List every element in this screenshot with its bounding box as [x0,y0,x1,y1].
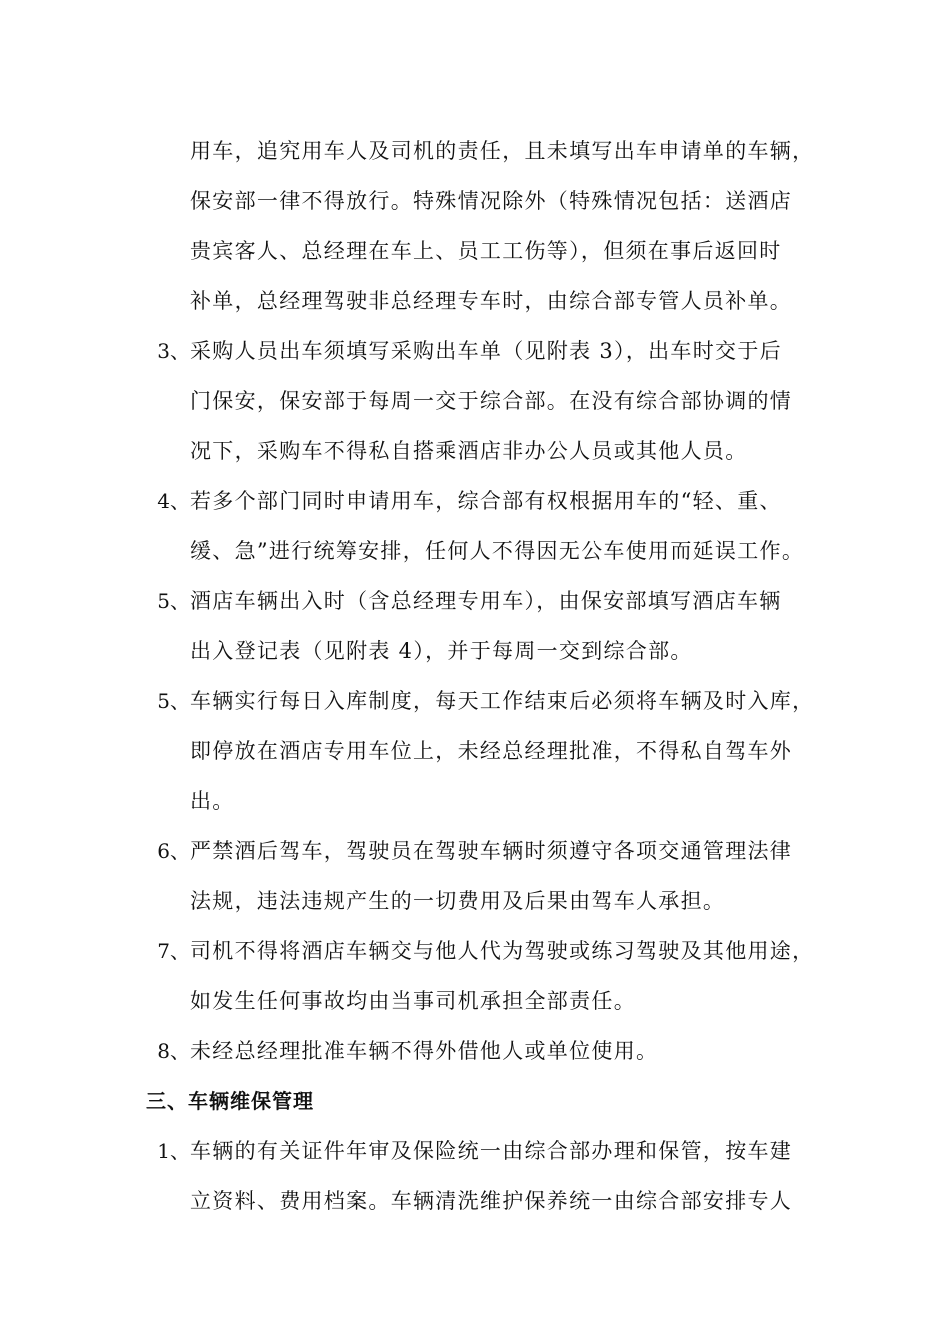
text-line: 未经总经理批准车辆不得外借他人或单位使用。 [190,1039,659,1063]
item-number: 6、 [157,839,190,863]
text-line: 司机不得将酒店车辆交与他人代为驾驶或练习驾驶及其他用途， [190,939,815,963]
item-number: 3、 [157,339,190,363]
text-line: 用车，追究用车人及司机的责任，且未填写出车申请单的车辆， [190,139,815,163]
text-line: 补单，总经理驾驶非总经理专车时，由综合部专管人员补单。 [190,289,793,313]
item-number: 5、 [157,589,190,613]
text-line: 贵宾客人、总经理在车上、员工工伤等），但须在事后返回时 [190,239,782,263]
text-line: 车辆实行每日入库制度，每天工作结束后必须将车辆及时入库， [190,689,815,713]
text-line: 如发生任何事故均由当事司机承担全部责任。 [190,989,636,1013]
text-line: 严禁酒后驾车，驾驶员在驾驶车辆时须遵守各项交通管理法律 [190,839,793,863]
item-number: 8、 [157,1039,190,1063]
text-line: 若多个部门同时申请用车，综合部有权根据用车的“轻、重、 [190,489,782,513]
text-line: 车辆的有关证件年审及保险统一由综合部办理和保管，按车建 [190,1139,793,1163]
text-line: 门保安，保安部于每周一交于综合部。在没有综合部协调的情 [190,389,793,413]
section-heading: 三、车辆维保管理 [146,1089,314,1113]
text-line: 出入登记表（见附表 4），并于每周一交到综合部。 [190,639,693,663]
text-line: 酒店车辆出入时（含总经理专用车），由保安部填写酒店车辆 [190,589,782,613]
item-number: 7、 [157,939,190,963]
text-line: 保安部一律不得放行。特殊情况除外（特殊情况包括：送酒店 [190,189,793,213]
item-number: 5、 [157,689,190,713]
text-line: 即停放在酒店专用车位上，未经总经理批准，不得私自驾车外 [190,739,793,763]
text-line: 法规，违法违规产生的一切费用及后果由驾车人承担。 [190,889,726,913]
text-line: 采购人员出车须填写采购出车单（见附表 3），出车时交于后 [190,339,782,363]
item-number: 1、 [157,1139,190,1163]
item-number: 4、 [157,489,190,513]
text-line: 缓、急”进行统筹安排，任何人不得因无公车使用而延误工作。 [190,539,805,563]
text-line: 况下，采购车不得私自搭乘酒店非办公人员或其他人员。 [190,439,748,463]
text-line: 出。 [190,789,235,813]
text-line: 立资料、费用档案。车辆清洗维护保养统一由综合部安排专人 [190,1189,793,1213]
